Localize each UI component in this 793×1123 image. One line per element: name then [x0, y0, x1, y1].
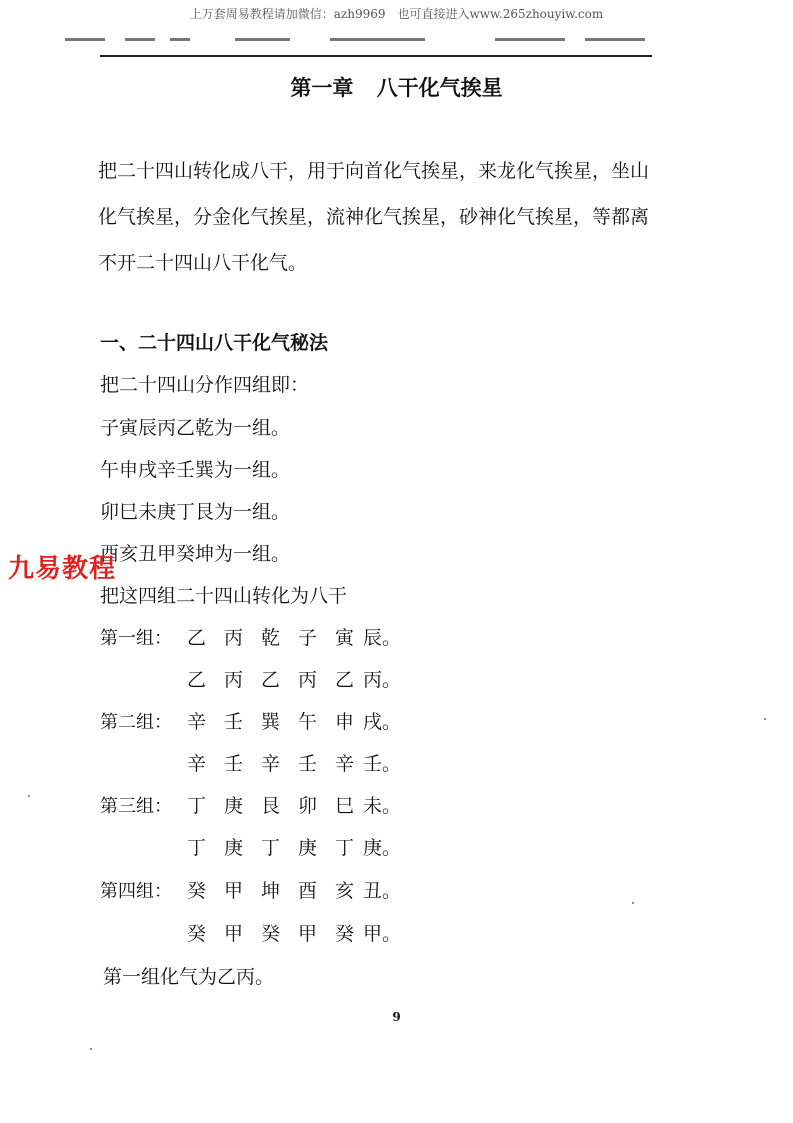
cell: 辰。	[363, 627, 402, 649]
cell: 卯	[297, 795, 317, 817]
header-rule	[100, 55, 652, 57]
cell: 癸	[186, 923, 206, 945]
chapter-number: 第一章	[290, 76, 354, 100]
chapter-name: 八干化气挨星	[376, 76, 503, 100]
page-number: 9	[392, 1010, 401, 1024]
cell: 丙	[297, 669, 317, 691]
cell: 亥	[334, 880, 354, 902]
cell: 辛	[186, 711, 206, 733]
scan-speck	[764, 718, 766, 720]
cell: 壬。	[363, 753, 402, 775]
cell: 丁	[334, 837, 354, 859]
cell: 庚	[223, 837, 243, 859]
text-line: 把这四组二十四山转化为八干	[100, 585, 348, 607]
scanned-header-residue	[65, 34, 650, 48]
group-stems-row	[178, 833, 400, 860]
cell: 甲。	[363, 923, 402, 945]
cell: 壬	[297, 753, 317, 775]
cell: 辛	[334, 753, 354, 775]
cell: 子	[297, 627, 317, 649]
summary-line: 第一组化气为乙丙。	[103, 966, 275, 988]
group-mountains-row	[178, 876, 400, 903]
cell: 癸	[334, 923, 354, 945]
section-heading: 一、二十四山八干化气秘法	[100, 332, 329, 354]
group-label: 第一组：	[100, 628, 172, 649]
cell: 丙。	[363, 669, 402, 691]
cell: 未。	[363, 795, 402, 817]
cell: 乙	[260, 669, 280, 691]
group-mountains-row	[178, 623, 400, 650]
cell: 癸	[186, 880, 206, 902]
cell: 酉	[297, 880, 317, 902]
cell: 丁	[260, 837, 280, 859]
scan-speck	[632, 902, 634, 904]
group-label: 第四组：	[100, 881, 172, 902]
group-label: 第三组：	[100, 796, 172, 817]
cell: 甲	[297, 923, 317, 945]
top-banner: 上万套周易教程请加微信：azh9969 也可直接进入www.265zhouyiw.com	[189, 7, 604, 21]
chapter-title	[0, 72, 793, 102]
scan-speck	[90, 1048, 92, 1050]
text-line: 酉亥丑甲癸坤为一组。	[100, 543, 291, 565]
cell: 丑。	[363, 880, 402, 902]
cell: 丁	[186, 837, 206, 859]
cell: 壬	[223, 753, 243, 775]
cell: 巽	[260, 711, 280, 733]
cell: 丙	[223, 669, 243, 691]
cell: 巳	[334, 795, 354, 817]
group-mountains-row	[178, 707, 400, 734]
cell: 庚	[223, 795, 243, 817]
cell: 壬	[223, 711, 243, 733]
group-stems-row	[178, 749, 400, 776]
watermark-logo: 九易教程	[8, 554, 117, 584]
cell: 乾	[260, 627, 280, 649]
cell: 庚。	[363, 837, 402, 859]
cell: 丁	[186, 795, 206, 817]
text-line: 卯巳未庚丁艮为一组。	[100, 501, 291, 523]
group-label: 第二组：	[100, 712, 172, 733]
cell: 戌。	[363, 711, 402, 733]
cell: 坤	[260, 880, 280, 902]
cell: 寅	[334, 627, 354, 649]
text-line: 把二十四山分作四组即：	[100, 374, 310, 396]
scan-speck	[28, 795, 30, 797]
cell: 庚	[297, 837, 317, 859]
text-line: 午申戌辛壬巽为一组。	[100, 459, 291, 481]
cell: 辛	[186, 753, 206, 775]
cell: 甲	[223, 880, 243, 902]
group-stems-row	[178, 919, 400, 946]
cell: 丙	[223, 627, 243, 649]
cell: 辛	[260, 753, 280, 775]
group-mountains-row	[178, 791, 400, 818]
cell: 申	[334, 711, 354, 733]
cell: 乙	[186, 627, 206, 649]
intro-paragraph: 把二十四山转化成八干，用于向首化气挨星，来龙化气挨星，坐山化气挨星，分金化气挨星，流神化气挨星，砂神化气挨星，等都离不开二十四山八干化气。	[98, 160, 650, 274]
cell: 癸	[260, 923, 280, 945]
text-line: 子寅辰丙乙乾为一组。	[100, 417, 291, 439]
cell: 甲	[223, 923, 243, 945]
group-stems-row	[178, 665, 400, 692]
cell: 艮	[260, 795, 280, 817]
cell: 乙	[334, 669, 354, 691]
cell: 午	[297, 711, 317, 733]
cell: 乙	[186, 669, 206, 691]
